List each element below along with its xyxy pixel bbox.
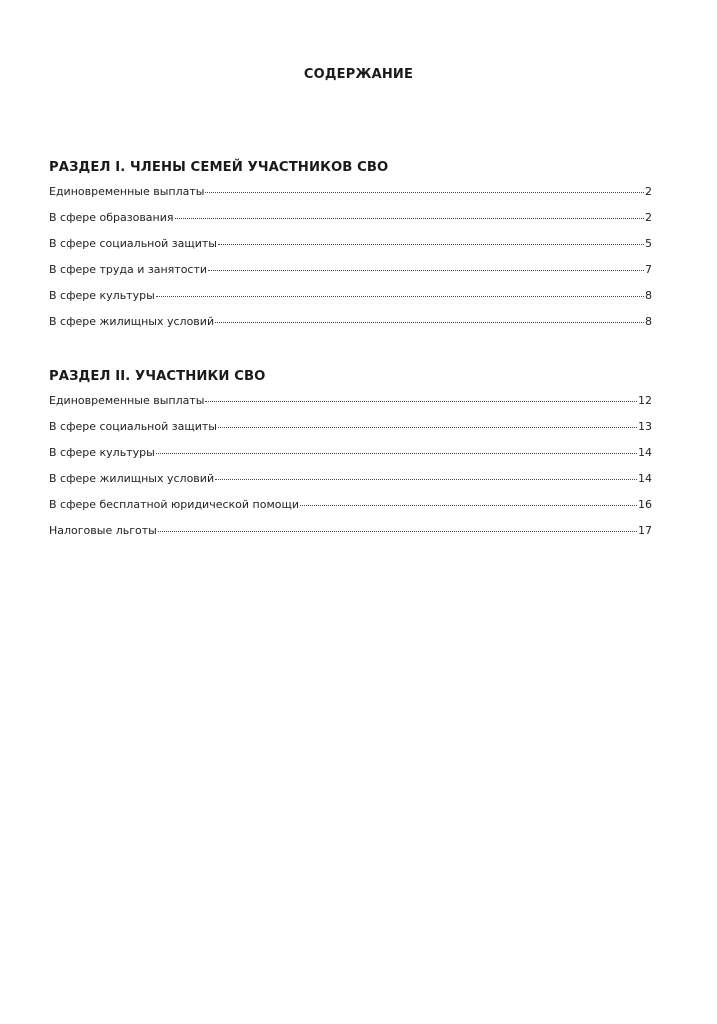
toc-entry[interactable] [49,289,652,315]
toc-entry-label: В сфере культуры [49,289,155,302]
toc-entry-page: 5 [645,237,652,250]
dot-leader [156,296,644,297]
toc-entry[interactable] [49,315,652,341]
toc-entry-page: 16 [638,498,652,511]
toc-entry-label: В сфере бесплатной юридической помощи [49,498,299,511]
toc-entry-label: В сфере социальной защиты [49,420,217,433]
dot-leader [205,401,637,402]
dot-leader [300,505,637,506]
toc-entry-page: 14 [638,472,652,485]
toc-section-2 [49,367,652,550]
dot-leader [205,192,644,193]
dot-leader [215,322,644,323]
toc-entry-page: 14 [638,446,652,459]
toc-list [49,394,652,550]
toc-entry-page: 13 [638,420,652,433]
toc-entry-label: В сфере социальной защиты [49,237,217,250]
dot-leader [218,244,644,245]
toc-entry-label: Налоговые льготы [49,524,157,537]
toc-section-1 [49,158,652,341]
dot-leader [208,270,644,271]
toc-entry-page: 12 [638,394,652,407]
toc-entry-page: 8 [645,315,652,328]
toc-entry-label: В сфере жилищных условий [49,472,215,485]
section-heading: РАЗДЕЛ II. УЧАСТНИКИ СВО [49,369,266,384]
toc-entry-label: Единовременные выплаты [49,394,205,407]
toc-entry-page: 8 [645,289,652,302]
toc-entry[interactable] [49,524,652,550]
toc-entry[interactable] [49,263,652,289]
toc-entry[interactable] [49,446,652,472]
toc-entry[interactable] [49,420,652,446]
toc-entry[interactable] [49,472,652,498]
toc-entry-page: 7 [645,263,652,276]
toc-entry-page: 2 [645,211,652,224]
toc-entry-label: В сфере жилищных условий [49,315,215,328]
dot-leader [218,427,637,428]
toc-entry-label: В сфере культуры [49,446,155,459]
dot-leader [175,218,644,219]
toc-entry[interactable] [49,237,652,263]
dot-leader [215,479,637,480]
toc-entry[interactable] [49,185,652,211]
dot-leader [158,531,637,532]
toc-entry-page: 17 [638,524,652,537]
dot-leader [156,453,637,454]
toc-entry[interactable] [49,498,652,524]
toc-entry[interactable] [49,211,652,237]
toc-entry-label: Единовременные выплаты [49,185,205,198]
toc-list [49,185,652,341]
toc-entry-label: В сфере труда и занятости [49,263,208,276]
section-heading: РАЗДЕЛ I. ЧЛЕНЫ СЕМЕЙ УЧАСТНИКОВ СВО [49,160,389,175]
toc-entry-page: 2 [645,185,652,198]
toc-entry[interactable] [49,394,652,420]
toc-entry-label: В сфере образования [49,211,174,224]
page-title: СОДЕРЖАНИЕ [303,67,414,82]
